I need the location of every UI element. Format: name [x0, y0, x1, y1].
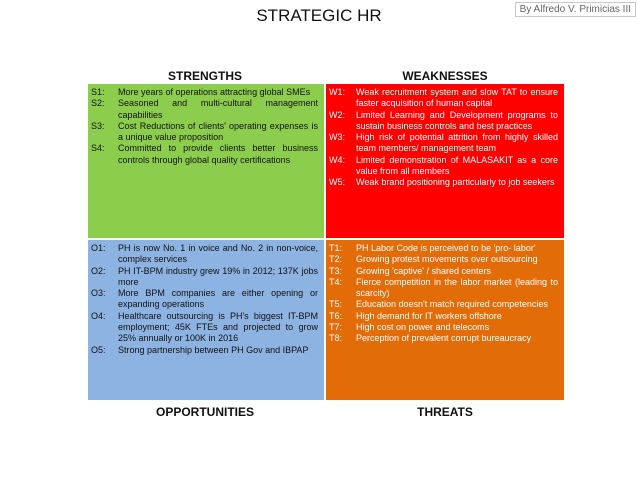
weakness-item: [329, 87, 558, 110]
strength-item: [91, 143, 318, 166]
item-text: Weak brand positioning particularly to job seekers: [356, 177, 555, 188]
item-code: T1:: [329, 243, 343, 253]
item-text: Committed to provide clients better business controls through global quality certifications: [118, 143, 318, 165]
item-text: Education doesn't match required competencies: [356, 299, 548, 310]
item-text: More BPM companies are either opening or expanding operations: [118, 288, 318, 310]
threat-item: [329, 254, 558, 265]
item-code: T5:: [329, 299, 343, 310]
item-text: PH IT-BPM industry grew 19% in 2012; 137K jobs more: [118, 265, 318, 287]
threat-item: [329, 299, 558, 310]
item-text: Growing 'captive' / shared centers: [356, 265, 491, 276]
item-text: High demand for IT workers offshore: [356, 310, 502, 321]
opportunity-item: [91, 243, 318, 266]
item-code: W2:: [329, 109, 346, 120]
strength-item: [91, 87, 318, 98]
item-code: T6:: [329, 310, 343, 321]
item-code: W1:: [329, 87, 346, 97]
threats-quadrant: [326, 240, 564, 400]
item-text: Growing protest movements over outsourcing: [356, 254, 538, 265]
item-text: Limited demonstration of MALASAKIT as a core value from all members: [356, 154, 558, 177]
item-text: Healthcare outsourcing is PH's biggest IT-BPM employment; 45K FTEs and projected to grow 25% annually or 100K in 2016: [118, 310, 318, 344]
opportunity-item: [91, 345, 318, 356]
item-code: O1:: [91, 243, 106, 253]
weakness-item: [329, 177, 558, 188]
item-code: T2:: [329, 254, 343, 265]
item-code: W4:: [329, 154, 346, 165]
page-title: STRATEGIC HR: [256, 6, 382, 25]
threat-item: [329, 277, 558, 300]
strengths-quadrant: [88, 84, 324, 238]
item-code: O2:: [91, 265, 106, 276]
item-text: Cost Reductions of clients' operating expenses is a unique value proposition: [118, 120, 318, 143]
author-label: By Alfredo V. Primicias III: [515, 2, 636, 17]
weakness-item: [329, 155, 558, 178]
opportunity-item: [91, 266, 318, 289]
item-code: S2:: [91, 98, 105, 109]
item-code: T4:: [329, 276, 343, 287]
item-text: High risk of potential attrition from highly skilled team members/ management team: [356, 132, 558, 154]
weakness-item: [329, 110, 558, 133]
item-code: T8:: [329, 333, 343, 344]
item-text: Fierce competition in the labor market (leading to scarcity): [356, 276, 558, 299]
item-code: O3:: [91, 288, 106, 299]
opportunity-item: [91, 311, 318, 345]
opportunities-heading: OPPORTUNITIES: [155, 405, 254, 419]
weaknesses-quadrant: [326, 84, 564, 238]
strengths-heading: STRENGTHS: [167, 69, 242, 83]
item-text: More years of operations attracting global SMEs: [118, 87, 311, 97]
threat-item: [329, 243, 558, 254]
item-text: Seasoned and multi-cultural management capabilities: [118, 98, 318, 120]
threat-item: [329, 311, 558, 322]
weaknesses-heading: WEAKNESSES: [402, 69, 488, 83]
item-code: S1:: [91, 87, 105, 97]
item-code: T7:: [329, 322, 343, 333]
item-code: S4:: [91, 143, 105, 154]
item-code: O5:: [91, 344, 106, 355]
item-text: Limited Learning and Development programs to sustain business controls and best practices: [356, 109, 558, 131]
threat-item: [329, 333, 558, 344]
item-code: T3:: [329, 265, 343, 276]
item-code: W3:: [329, 132, 346, 143]
weakness-item: [329, 132, 558, 155]
item-text: High cost on power and telecoms: [356, 322, 490, 333]
item-text: Strong partnership between PH Gov and IBPAP: [118, 344, 309, 355]
threat-item: [329, 266, 558, 277]
item-code: O4:: [91, 310, 106, 321]
item-code: W5:: [329, 177, 346, 188]
strength-item: [91, 98, 318, 121]
opportunities-quadrant: [88, 240, 324, 400]
threat-item: [329, 322, 558, 333]
item-text: PH is now No. 1 in voice and No. 2 in non-voice, complex services: [118, 243, 318, 265]
item-text: Weak recruitment system and slow TAT to ensure faster acquisition of human capital: [356, 87, 558, 109]
item-code: S3:: [91, 120, 105, 131]
opportunity-item: [91, 288, 318, 311]
item-text: PH Labor Code is perceived to be 'pro- labor': [356, 243, 536, 253]
threats-heading: THREATS: [417, 405, 473, 419]
strength-item: [91, 121, 318, 144]
item-text: Perception of prevalent corrupt bureaucracy: [356, 333, 532, 344]
